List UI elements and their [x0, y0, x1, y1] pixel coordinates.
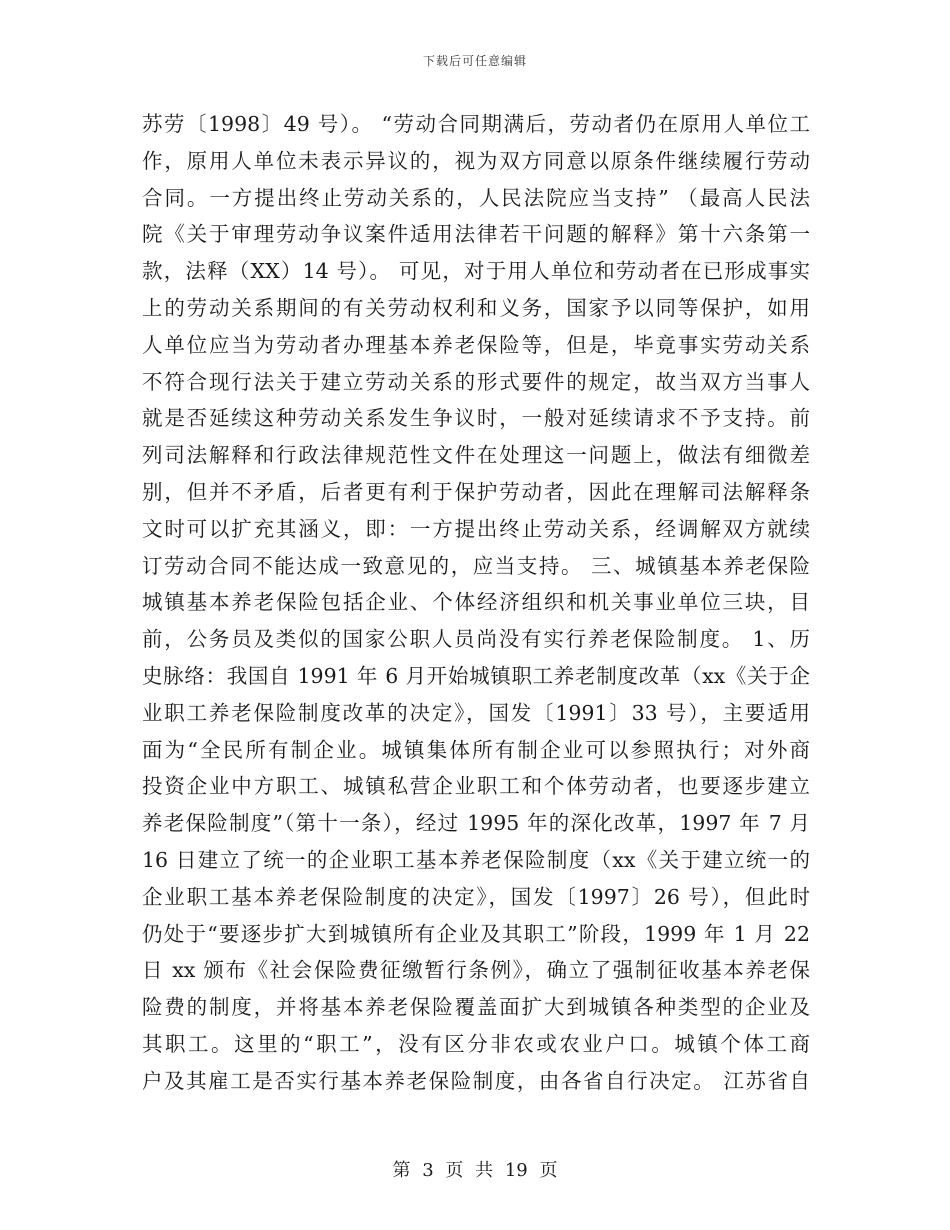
body-line: 投资企业中方职工、城镇私营企业职工和个体劳动者，也要逐步建立 [142, 774, 810, 799]
body-line: 面为“全民所有制企业。城镇集体所有制企业可以参照执行；对外商 [142, 737, 810, 762]
page-number: 第 3 页 共 19 页 [392, 1160, 558, 1181]
body-line: 险费的制度，并将基本养老保险覆盖面扩大到城镇各种类型的企业及 [142, 995, 810, 1020]
body-line: 城镇基本养老保险包括企业、个体经济组织和机关事业单位三块，目 [142, 590, 810, 615]
body-line: 就是否延续这种劳动关系发生争议时，一般对延续请求不予支持。前 [142, 406, 810, 431]
body-line: 上的劳动关系期间的有关劳动权利和义务，国家予以同等保护，如用 [142, 295, 810, 320]
body-line: 合同。一方提出终止劳动关系的，人民法院应当支持” （最高人民法 [142, 185, 810, 210]
body-line: 户及其雇工是否实行基本养老保险制度，由各省自行决定。 江苏省自 [142, 1068, 810, 1093]
body-line: 史脉络：我国自 1991 年 6 月开始城镇职工养老制度改革（xx《关于企 [142, 663, 810, 688]
body-line: 列司法解释和行政法律规范性文件在处理这一问题上，做法有细微差 [142, 443, 810, 468]
body-line: 别，但并不矛盾，后者更有利于保护劳动者，因此在理解司法解释条 [142, 479, 810, 504]
document-body [142, 106, 810, 1100]
body-line: 人单位应当为劳动者办理基本养老保险等，但是，毕竟事实劳动关系 [142, 332, 810, 357]
body-line: 企业职工基本养老保险制度的决定》，国发〔1997〕26 号），但此时 [142, 884, 810, 909]
body-line: 业职工养老保险制度改革的决定》，国发〔1991〕33 号），主要适用 [142, 700, 810, 725]
body-line: 仍处于“要逐步扩大到城镇所有企业及其职工”阶段，1999 年 1 月 22 [142, 921, 810, 946]
body-line: 文时可以扩充其涵义，即：一方提出终止劳动关系，经调解双方就续 [142, 516, 810, 541]
body-line: 款，法释（XX）14 号）。 可见，对于用人单位和劳动者在已形成事实 [142, 259, 810, 284]
body-line: 院《关于审理劳动争议案件适用法律若干问题的解释》第十六条第一 [142, 222, 810, 247]
body-line: 16 日建立了统一的企业职工基本养老保险制度（xx《关于建立统一的 [142, 847, 810, 872]
body-line: 作，原用人单位未表示异议的，视为双方同意以原条件继续履行劳动 [142, 148, 810, 173]
body-line: 日 xx 颁布《社会保险费征缴暂行条例》，确立了强制征收基本养老保 [142, 958, 810, 983]
body-line: 订劳动合同不能达成一致意见的，应当支持。 三、城镇基本养老保险 [142, 553, 810, 578]
body-line: 苏劳〔1998〕49 号）。 “劳动合同期满后，劳动者仍在原用人单位工 [142, 112, 810, 136]
body-line: 养老保险制度”（第十一条），经过 1995 年的深化改革，1997 年 7 月 [142, 811, 810, 836]
page-header: 下载后可任意编辑 [422, 54, 527, 68]
body-line: 前，公务员及类似的国家公职人员尚没有实行养老保险制度。 1、历 [142, 627, 810, 652]
body-line: 不符合现行法关于建立劳动关系的形式要件的规定，故当双方当事人 [142, 369, 810, 394]
body-line: 其职工。这里的“职工”，没有区分非农或农业户口。城镇个体工商 [142, 1031, 810, 1056]
